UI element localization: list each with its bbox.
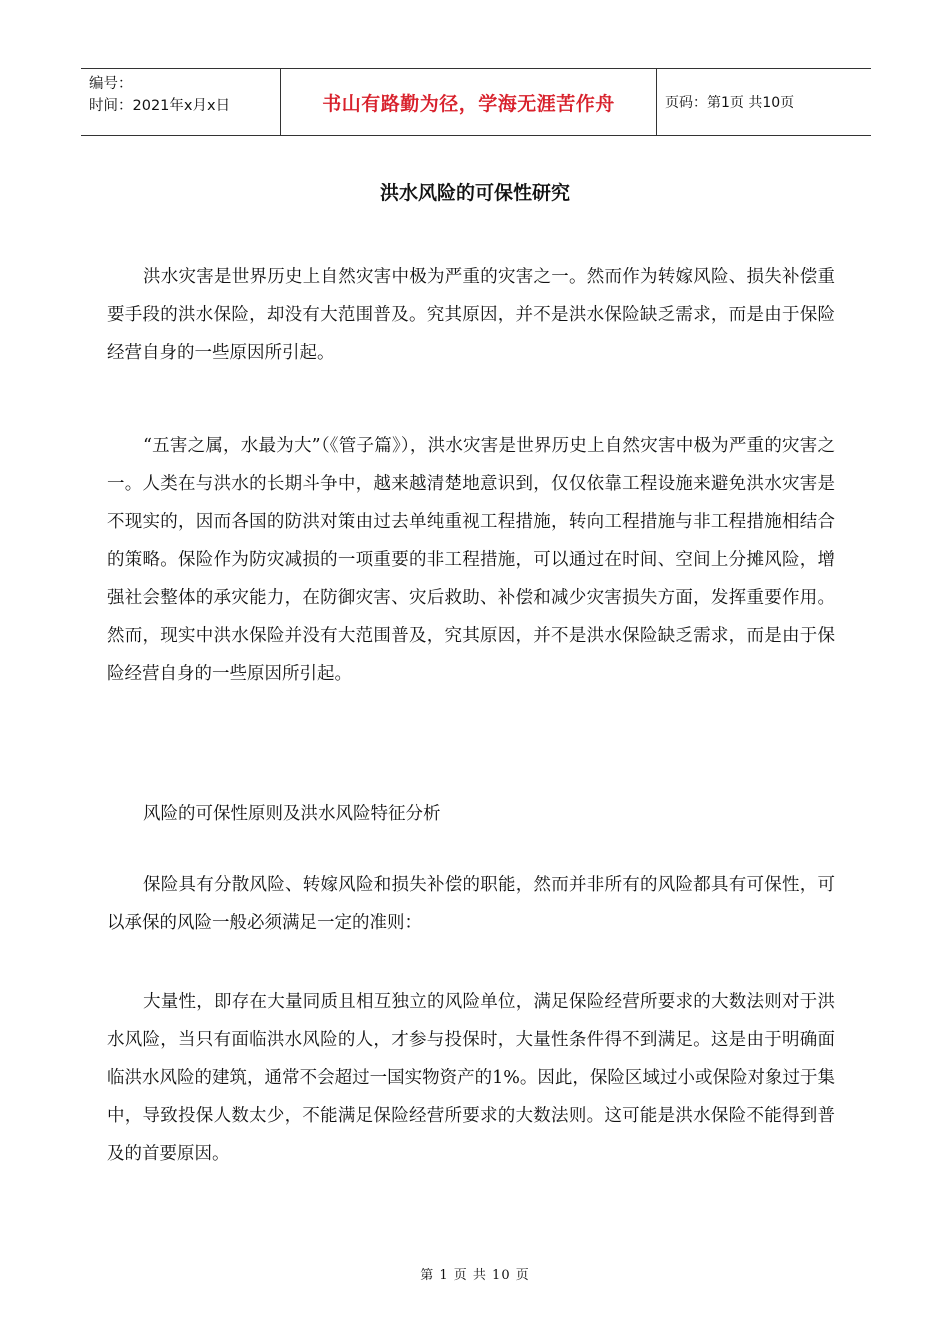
paragraph-4: 大量性，即存在大量同质且相互独立的风险单位，满足保险经营所要求的大数法则对于洪水风险，当只有面临洪水风险的人，才参与投保时，大量性条件得不到满足。这是由于明确面临洪水风险的建筑，通常不会超过一国实物资产的1%。因此，保险区域过小或保险对象过于集中，导致投保人数太少，不能满足保险经营所要求的大数法则。这可能是洪水保险不能得到普及的首要原因。 [107,992,835,1164]
time-label: 时间：2021年x月x日 [89,98,231,114]
page-info-text: 页码：第1页 共10页 [665,95,795,111]
page-footer: 第 1 页 共 10 页 [420,1268,530,1283]
section-heading: 风险的可保性原则及洪水风险特征分析 [143,804,441,824]
paragraph-1: 洪水灾害是世界历史上自然灾害中极为严重的灾害之一。然而作为转嫁风险、损失补偿重要手段的洪水保险，却没有大范围普及。究其原因，并不是洪水保险缺乏需求，而是由于保险经营自身的一些原因所引起。 [107,267,835,363]
header-meta-cell [81,69,281,135]
paragraph-3: 保险具有分散风险、转嫁风险和损失补偿的职能，然而并非所有的风险都具有可保性，可以承保的风险一般必须满足一定的准则： [107,875,835,933]
document-title: 洪水风险的可保性研究 [379,182,570,204]
number-label: 编号： [89,76,133,92]
header-table [81,68,871,136]
page-info-cell [657,69,871,135]
paragraph-2: “五害之属，水最为大”（《管子篇》），洪水灾害是世界历史上自然灾害中极为严重的灾害之一。人类在与洪水的长期斗争中，越来越清楚地意识到，仅仅依靠工程设施来避免洪水灾害是不现实的，因而各国的防洪对策由过去单纯重视工程措施，转向工程措施与非工程措施相结合的策略。保险作为防灾减损的一项重要的非工程措施，可以通过在时间、空间上分摊风险，增强社会整体的承灾能力，在防御灾害、灾后救助、补偿和减少灾害损失方面，发挥重要作用。然而，现实中洪水保险并没有大范围普及，究其原因，并不是洪水保险缺乏需求，而是由于保险经营自身的一些原因所引起。 [107,436,835,684]
motto-cell [281,69,657,135]
motto-text: 书山有路勤为径，学海无涯苦作舟 [322,92,615,115]
